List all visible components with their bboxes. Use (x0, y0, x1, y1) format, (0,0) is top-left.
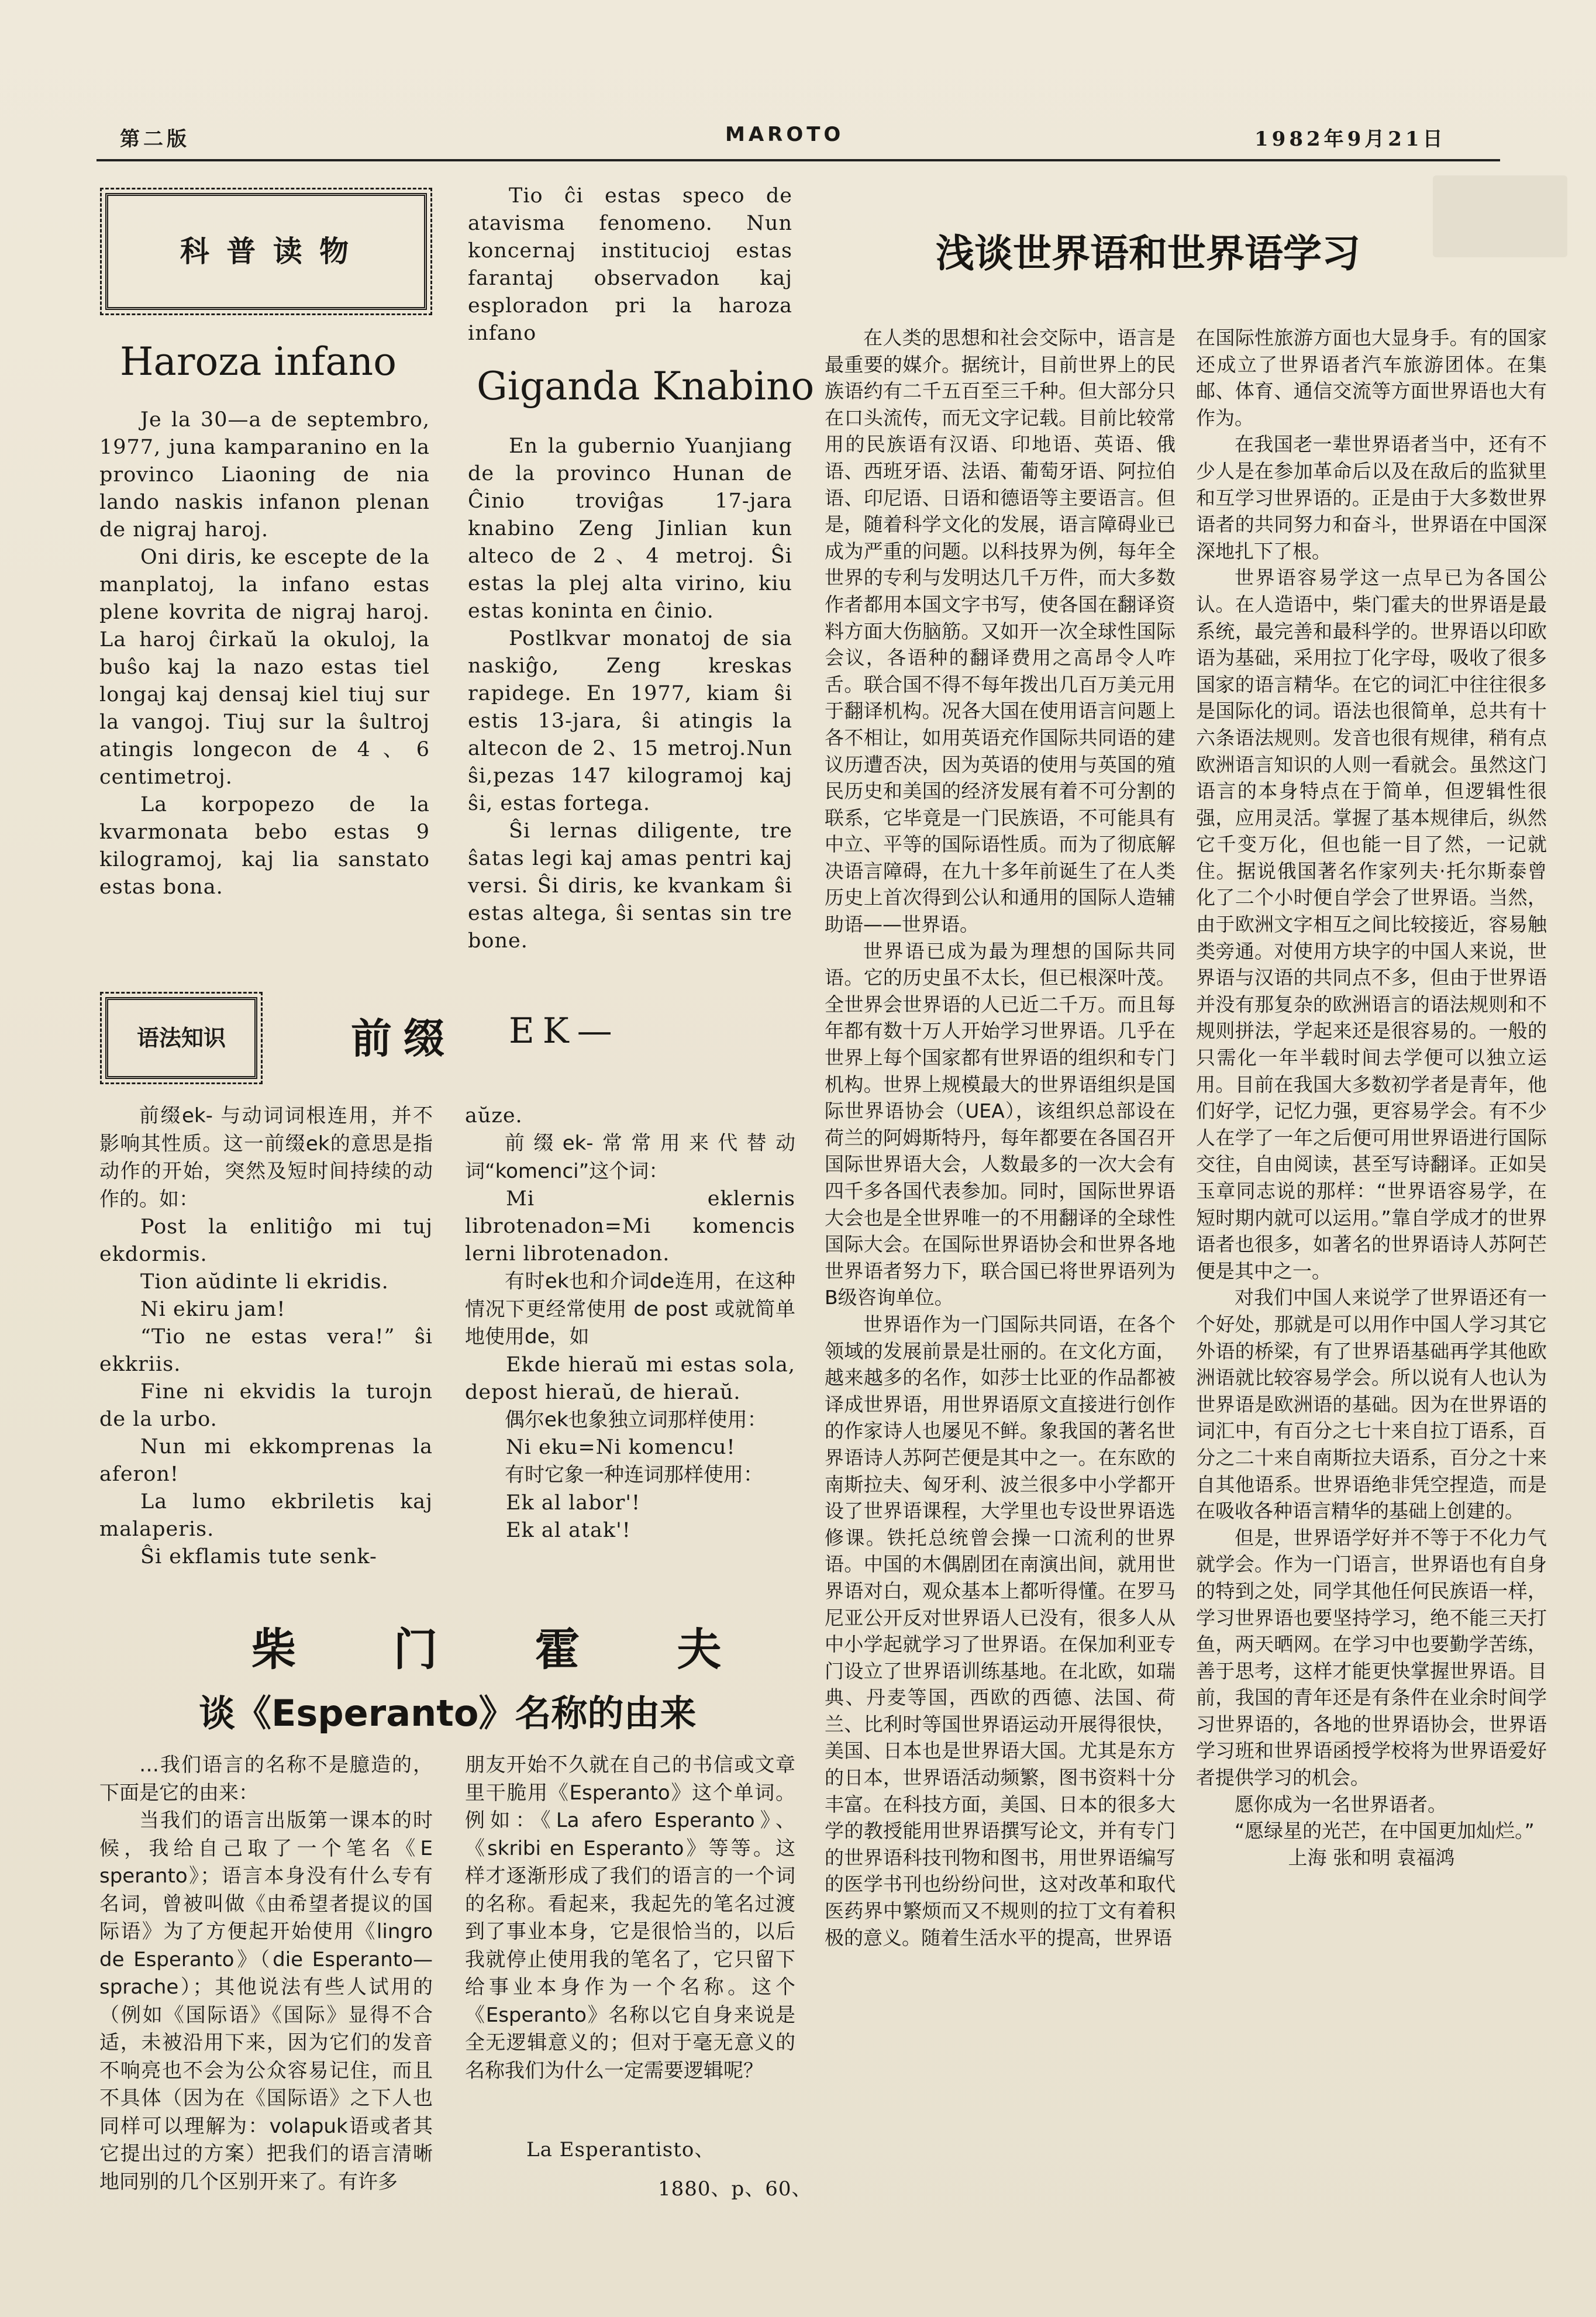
section-box-grammar: 语法知识 (105, 997, 257, 1079)
zamenhof-body-right (465, 1751, 795, 2085)
paragraph: Ŝi lernas diligente, tre ŝatas legi kaj amas pentri kaj versi. Ŝi diris, ke kvankam ŝi estas altega, ŝi sentas sin tre bone. (468, 819, 792, 953)
grammar-example: Mi eklernis librotenadon=Mi komencis lerni librotenadon. (465, 1187, 795, 1266)
feature-title: 浅谈世界语和世界语学习 (936, 231, 1360, 276)
grammar-example: Ŝi ekflamis tute senk- (140, 1545, 377, 1568)
signature: 上海 张和明 袁福鸿 (1288, 1846, 1455, 1869)
source-citation: 1880、p、60、 (658, 2177, 812, 2201)
grammar-example: Ni eku=Ni komencu! (506, 1436, 736, 1459)
grammar-line: 前缀ek- 与动词词根连用，并不影响其性质。这一前缀ek的意思是指动作的开始，突然及短时间持续的动作的。如： (99, 1104, 433, 1211)
section-box-popular-science: 科 普 读 物 (105, 193, 427, 310)
grammar-example: Ek al labor'! (506, 1491, 641, 1515)
paragraph: “愿绿星的光芒，在中国更加灿烂。” (1235, 1819, 1535, 1843)
feature-body-col-b (1196, 325, 1547, 1871)
zamenhof-article-title: 谈《Esperanto》名称的由来 (199, 1692, 697, 1735)
issue-date: 1982年9月21日 (1254, 127, 1446, 151)
paragraph: 世界语容易学这一点早已为各国公认。在人造语中，柴门霍夫的世界语是最系统，最完善和最科学的。世界语以印欧语为基础，采用拉丁化字母，吸收了很多国家的语言精华。在它的词汇中往往很多是国际化的词。语法也很简单，总共有十六条语法规则。发音也很有规律，稍有点欧洲语言知识的人则一看就会。虽然这门语言的本身特点在于简单，但逻辑性很强，应用灵活。掌握了基本规律后，纵然它千变万化，但也能一目了然，一记就住。据说俄国著名作家列夫·托尔斯泰曾化了二个小时便自学会了世界语。当然，由于欧洲文字相互之间比较接近，容易触类旁通。对使用方块字的中国人来说，世界语与汉语的共同点不多，但由于世界语并没有那复杂的欧洲语言的语法规则和不规则拼法，学起来还是很容易的。一般的只需化一年半载时间去学便可以独立运用。目前在我国大多数初学者是青年，他们好学，记忆力强，更容易学会。有不少人在学了一年之后便可用世界语进行国际交往，自由阅读，甚至写诗翻译。正如吴玉章同志说的那样：“世界语容易学，在短时期内就可以运用。”靠自学成才的世界语者也很多，如著名的世界语诗人苏阿芒便是其中之一。 (1196, 566, 1547, 1282)
grammar-example: Ek al atak'! (506, 1518, 631, 1542)
grammar-example: Ni ekiru jam! (140, 1298, 286, 1321)
paragraph: Je la 30—a de septembro, 1977, juna kamparanino en la provinco Liaoning de nia lando naskis infanon plenan de nigraj haroj. (99, 408, 430, 542)
paragraph: 但是，世界语学好并不等于不化力气就学会。作为一门语言，世界语也有自身的特到之处，同学其他任何民族语一样，学习世界语也要坚持学习，绝不能三天打鱼，两天晒网。在学习中也要勤学苦练，善于思考，这样才能更快掌握世界语。目前，我国的青年还是有条件在业余时间学习世界语的，各地的世界语协会，世界语学习班和世界语函授学校将为世界语爱好者提供学习的机会。 (1196, 1526, 1547, 1790)
zamenhof-body-left (99, 1751, 433, 2196)
grammar-body-right (465, 1102, 795, 1544)
paragraph: 愿你成为一名世界语者。 (1235, 1792, 1447, 1816)
paragraph: La korpopezo de la kvarmonata bebo estas 9 kilogramoj, kaj lia sanstato estas bona. (99, 793, 430, 899)
grammar-line: 偶尔ek也象独立词那样使用： (505, 1408, 767, 1432)
article-body-giganda-knabino (468, 433, 792, 955)
paragraph: 世界语作为一门国际共同语，在各个领域的发展前景是壮丽的。在文化方面，越来越多的名作，如莎士比亚的作品都被译成世界语，用世界语原文直接进行创作的作家诗人也屡见不鲜。象我国的著名世界语诗人苏阿芒便是其中之一。在东欧的南斯拉夫、匈牙利、波兰很多中小学都开设了世界语课程，大学里也专设世界语选修课。铁托总统曾会操一口流利的世界语。中国的木偶剧团在南演出间，就用世界语对白，观众基本上都听得懂。在罗马尼亚公开反对世界语人已没有，很多人从中小学起就学习了世界语。在保加利亚专门设立了世界语训练基地。在北欧，如瑞典、丹麦等国，西欧的西德、法国、荷兰、比利时等国世界语运动开展得很快，美国、日本也是世界语大国。尤其是东方的日本，世界语活动频繁，图书资料十分丰富。在科技方面，美国、日本的很多大学的教授能用世界语撰写论文，并有专门的世界语科技刊物和图书，用世界语编写的医学书刊也纷纷问世，这对改革和取代医药界中繁烦而又不规则的拉丁文有着积极的意义。随着生活水平的提高，世界语 (825, 1312, 1176, 1949)
grammar-example: Post la enlitiĝo mi tuj ekdormis. (99, 1215, 433, 1266)
paragraph: En la gubernio Yuanjiang de la provinco Hunan de Ĉinio troviĝas 17-jara knabino Zeng Jinlian kun alteco de 2、4 metroj. Ŝi estas la plej alta virino, kiu estas koninta en ĉinio. (468, 435, 792, 623)
paragraph: 世界语已成为最为理想的国际共同语。它的历史虽不太长，但已根深叶茂。全世界会世界语的人已近二千万。而且每年都有数十万人开始学习世界语。几乎在世界上每个国家都有世界语的组织和专门机构。世界上规模最大的世界语组织是国际世界语协会（UEA），该组织总部设在荷兰的阿姆斯特丹，每年都要在各国召开国际世界语大会，人数最多的一次大会有四千多各国代表参加。同时，国际世界语大会也是全世界唯一的不用翻译的全球性国际大会。在国际世界语协会和世界各地世界语者努力下，联合国已将世界语列为B级咨询单位。 (825, 939, 1176, 1309)
feature-body-col-a (825, 325, 1176, 1951)
grammar-line: 有时它象一种连词那样使用： (505, 1463, 763, 1487)
paragraph: Tio ĉi estas speco de atavisma fenomeno. Nun koncernaj institucioj estas farantaj observadon kaj esploradon pri la haroza infano (468, 184, 792, 345)
article-intro-continued (468, 182, 792, 347)
grammar-example: “Tio ne estas vera!” ŝi ekkriis. (99, 1325, 433, 1376)
paragraph: 对我们中国人来说学了世界语还有一个好处，那就是可以用作中国人学习其它外语的桥梁，有了世界语基础再学其他欧洲语就比较容易学会。所以说有人也认为世界语是欧洲语的基础。因为在世界语的词汇中，有百分之七十来自拉丁语系，百分之二十来自南斯拉夫语系，百分之十来自其他语系。世界语绝非凭空捏造，而是在吸收各种语言精华的基础上创建的。 (1196, 1286, 1547, 1523)
newspaper-name: MAROTO (725, 123, 844, 146)
grammar-line: 有时ek也和介词de连用，在这种情况下更经常使用 de post 或就简单地使用de，如 (465, 1270, 795, 1349)
paragraph: …我们语言的名称不是臆造的，下面是它的由来： (99, 1753, 433, 1805)
paragraph: 朋友开始不久就在自己的书信或文章里干脆用《Esperanto》这个单词。例如：《La afero Esperanto》、《skribi en Esperanto》等等。这样才逐渐形成了我们的语言的一个词的名称。看起来，我起先的笔名过渡到了事业本身，它是很恰当的，以后我就停止使用我的笔名了，它只留下给事业本身作为一个名称。这个《Esperanto》名称以它自身来说是全无逻辑意义的；但对于毫无意义的名称我们为什么一定需要逻辑呢？ (465, 1753, 795, 2082)
grammar-example: Tion aŭdinte li ekridis. (140, 1270, 389, 1294)
background-bleed-through (1433, 175, 1567, 257)
source-name: La Esperantisto、 (526, 2138, 715, 2161)
grammar-title: 前缀 (351, 1015, 456, 1063)
grammar-body-left (99, 1102, 433, 1571)
grammar-example: aŭze. (465, 1104, 523, 1128)
paragraph: 在我国老一辈世界语者当中，还有不少人是在参加革命后以及在敌后的监狱里和互学习世界语的。正是由于大多数世界语者的共同努力和奋斗，世界语在中国深深地扎下了根。 (1196, 433, 1547, 563)
grammar-title-prefix: EK— (509, 1011, 621, 1051)
grammar-example: La lumo ekbriletis kaj malaperis. (99, 1490, 433, 1541)
paragraph: 在国际性旅游方面也大显身手。有的国家还成立了世界语者汽车旅游团体。在集邮、体育、通信交流等方面世界语也大有作为。 (1196, 326, 1547, 429)
header-rule (96, 159, 1500, 161)
grammar-example: Nun mi ekkomprenas la aferon! (99, 1435, 433, 1486)
grammar-example: Ekde hieraŭ mi estas sola, depost hieraŭ, de hieraŭ. (465, 1353, 795, 1404)
article-body-haroza-infano (99, 406, 430, 901)
grammar-line: 前缀ek-常常用来代替动词“komenci”这个词： (465, 1132, 795, 1183)
paragraph: Oni diris, ke escepte de la manplatoj, la infano estas plene kovrita de nigraj haroj. La haroj ĉirkaŭ la okuloj, la buŝo kaj la nazo estas tiel longaj kaj densaj kiel tiuj sur la vangoj. Tiuj sur la ŝultroj atingis longecon de 4、6 centimetroj. (99, 546, 430, 789)
paragraph: 当我们的语言出版第一课本的时候，我给自己取了一个笔名《E speranto》；语言本身没有什么专有名词，曾被叫做《由希望者提议的国际语》为了方便起开始使用《lingro de Esperanto》（die Esperanto—sprache）；其他说法有些人试用的（例如《国际语》《国际》显得不合适，未被沿用下来，因为它们的发音不响亮也不会为公众容易记住，而且不具体（因为在《国际语》之下人也同样可以理解为：volapuk语或者其它提出过的方案）把我们的语言清晰地同别的几个区别开来了。有许多 (99, 1809, 433, 2194)
paragraph: 在人类的思想和社会交际中，语言是最重要的媒介。据统计，目前世界上的民族语约有二千五百至三千种。但大部分只在口头流传，而无文字记载。目前比较常用的民族语有汉语、印地语、英语、俄语、西班牙语、法语、葡萄牙语、阿拉伯语、印尼语、日语和德语等主要语言。但是，随着科学文化的发展，语言障碍业已成为严重的问题。以科技界为例，每年全世界的专利与发明达几千万件，而大多数作者都用本国文字书写，使各国在翻译资料方面大伤脑筋。又如开一次全球性国际会议，各语种的翻译费用之高昂令人咋舌。联合国不得不每年拨出几百万美元用于翻译机构。况各大国在使用语言问题上各不相让，如用英语充作国际共同语的建议历遭否决，因为英语的使用与英国的殖民历史和美国的经济发展有着不可分割的联系，它毕竟是一门民族语，不可能具有中立、平等的国际语性质。而为了彻底解决语言障碍，在九十多年前诞生了在人类历史上首次得到公认和通用的国际人造辅助语——世界语。 (825, 326, 1176, 936)
paragraph: Postlkvar monatoj de sia naskiĝo, Zeng kreskas rapidege. En 1977, kiam ŝi estis 13-jara, ŝi atingis la altecon de 2、15 metroj.Nun ŝi,pezas 147 kilogramoj kaj ŝi, estas fortega. (468, 627, 792, 815)
zamenhof-author-heading: 柴 门 霍 夫 (251, 1623, 763, 1675)
article-title-haroza-infano: Haroza infano (120, 339, 397, 384)
grammar-example: Fine ni ekvidis la turojn de la urbo. (99, 1380, 433, 1431)
article-title-giganda-knabino: Giganda Knabino (477, 364, 815, 409)
page-number: 第二版 (120, 127, 190, 151)
